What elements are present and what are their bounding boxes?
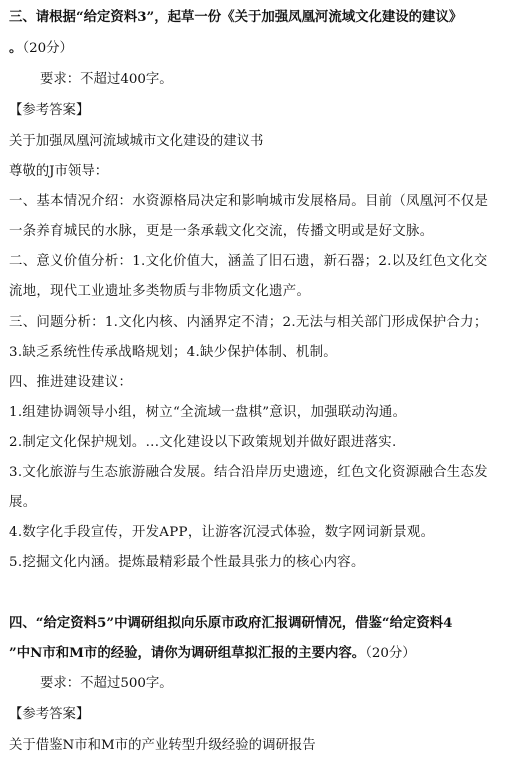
q4-answer-header: 【参考答案】 [9, 707, 90, 722]
q3-body-line: 流地，现代工业遗址多类物质与非物质文化遗产。 [9, 284, 311, 299]
q3-title-line1: 三、请根据“给定资料3”，起草一份《关于加强凤凰河流域文化建设的建议》 [9, 9, 463, 25]
q3-title-end-mark: 。 [9, 40, 23, 56]
q4-requirement: 要求：不超过500字。 [40, 676, 173, 691]
q3-body-line: 展。 [9, 495, 37, 510]
q3-body-line: 二、意义价值分析：1.文化价值大，涵盖了旧石遗，新石器；2.以及红色文化交 [9, 254, 488, 269]
q3-salutation: 尊敬的J市领导： [9, 164, 109, 179]
q4-title-continuation: ”中N市和M市的经验，请你为调研组草拟汇报的主要内容。 [9, 645, 366, 661]
q3-body-line: 5.挖掘文化内涵。提炼最精彩最个性最具张力的核心内容。 [9, 555, 365, 570]
q3-body-line: 3.缺乏系统性传承战略规划；4.缺少保护体制、机制。 [9, 345, 337, 360]
q3-answer-header: 【参考答案】 [9, 103, 90, 118]
q3-body-line: 1.组建协调领导小组，树立“全流域一盘棋”意识，加强联动沟通。 [9, 405, 407, 420]
q3-title-line2 [9, 38, 525, 59]
q4-title-line1: 四、“给定资料5”中调研组拟向乐原市政府汇报调研情况，借鉴“给定资料4 [9, 615, 453, 631]
q3-body-line: 四、推进建设建议： [9, 375, 133, 390]
q3-body-line: 一条养育城民的水脉，更是一条承载文化交流，传播文明或是好文脉。 [9, 224, 434, 239]
q3-body-line: 3.文化旅游与生态旅游融合发展。结合沿岸历史遗迹，红色文化资源融合生态发 [9, 465, 488, 480]
q4-doc-title: 关于借鉴N市和M市的产业转型升级经验的调研报告 [9, 738, 316, 753]
q3-body-line: 三、问题分析：1.文化内核、内涵界定不清；2.无法与相关部门形成保护合力； [9, 315, 488, 330]
q3-body-line: 4.数字化手段宣传，开发APP，让游客沉浸式体验，数字网词新景观。 [9, 525, 435, 540]
q3-requirement: 要求：不超过400字。 [40, 72, 173, 87]
q3-score: （20分） [22, 41, 73, 56]
q3-body-line: 2.制定文化保护规划。...文化建设以下政策规划并做好跟进落实. [9, 435, 397, 450]
q3-body-line: 一、基本情况介绍：水资源格局决定和影响城市发展格局。目前（凤凰河不仅是 [9, 194, 489, 209]
q4-score: （20分） [365, 646, 416, 661]
q4-title-line2 [9, 643, 525, 664]
q3-doc-title: 关于加强凤凰河流域城市文化建设的建议书 [9, 134, 264, 149]
